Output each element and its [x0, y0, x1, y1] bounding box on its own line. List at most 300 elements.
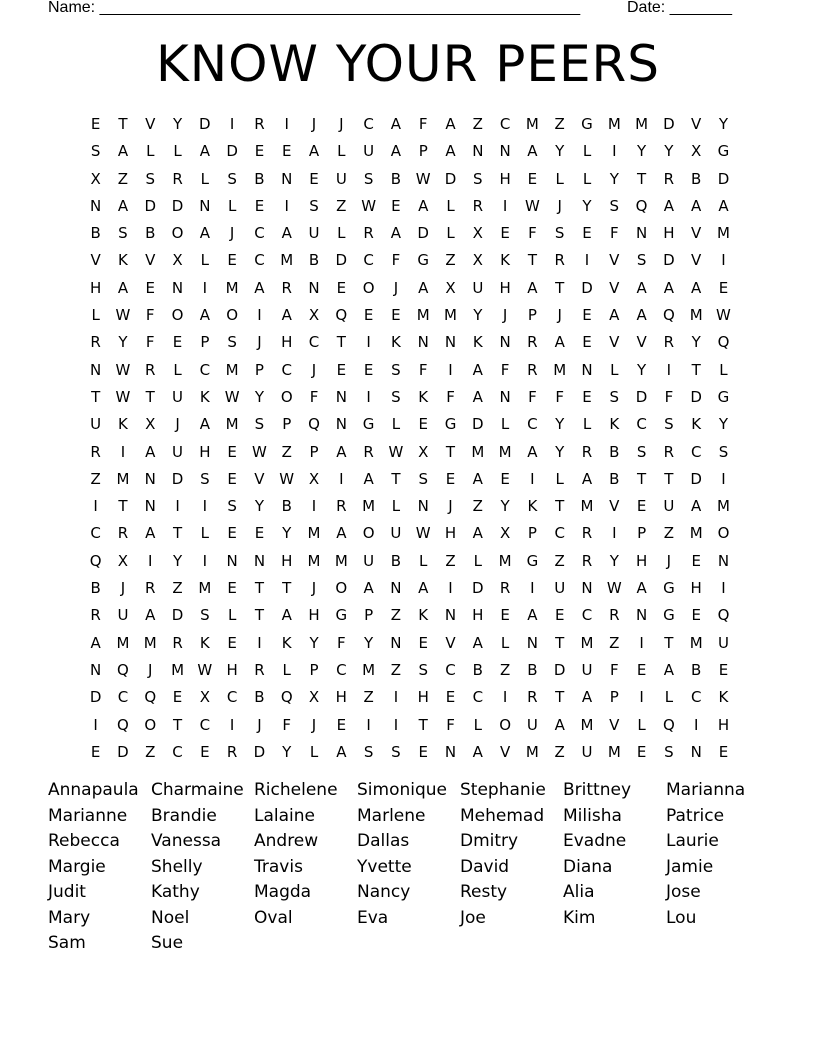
grid-letter: W: [716, 306, 731, 325]
grid-letter: A: [336, 442, 347, 461]
grid-letter: Y: [637, 360, 647, 379]
grid-letter: Y: [718, 415, 729, 434]
grid-letter: H: [717, 715, 730, 734]
grid-letter: E: [500, 606, 510, 625]
grid-letter: C: [90, 524, 101, 543]
grid-letter: F: [446, 715, 455, 734]
word-bank-item: Noel: [151, 907, 190, 928]
grid-letter: L: [309, 742, 319, 761]
grid-letter: U: [581, 660, 593, 679]
grid-letter: M: [580, 633, 594, 652]
grid-letter: T: [418, 715, 428, 734]
grid-letter: S: [118, 224, 128, 243]
grid-letter: A: [636, 306, 647, 325]
grid-letter: L: [555, 169, 564, 188]
grid-letter: I: [175, 497, 180, 516]
grid-letter: U: [526, 715, 538, 734]
grid-letter: M: [171, 660, 185, 679]
grid-letter: G: [663, 606, 675, 625]
grid-letter: V: [691, 251, 702, 270]
grid-letter: P: [418, 142, 428, 161]
grid-letter: M: [362, 497, 376, 516]
grid-letter: V: [445, 633, 456, 652]
grid-letter: I: [202, 497, 208, 516]
grid-letter: M: [225, 360, 239, 379]
grid-letter: G: [717, 387, 730, 406]
grid-letter: I: [366, 333, 371, 352]
grid-letter: G: [717, 142, 730, 161]
grid-letter: I: [202, 551, 208, 570]
grid-letter: R: [90, 442, 101, 461]
grid-letter: A: [691, 497, 702, 516]
grid-letter: H: [281, 551, 293, 570]
grid-letter: K: [118, 415, 128, 434]
grid-row: [82, 166, 738, 193]
grid-letter: J: [148, 660, 153, 679]
grid-letter: A: [554, 333, 565, 352]
grid-letter: C: [199, 715, 211, 734]
grid-letter: R: [527, 360, 538, 379]
grid-letter: O: [144, 715, 157, 734]
grid-letter: D: [663, 115, 675, 133]
grid-letter: C: [581, 606, 593, 625]
grid-letter: I: [721, 579, 726, 598]
grid-letter: Z: [499, 660, 511, 679]
grid-letter: T: [254, 606, 265, 625]
grid-letter: R: [499, 579, 511, 598]
grid-row: [82, 220, 738, 247]
grid-letter: I: [530, 579, 535, 598]
grid-letter: B: [145, 224, 156, 243]
grid-letter: P: [309, 660, 319, 679]
grid-letter: T: [555, 497, 565, 516]
grid-letter: N: [335, 387, 347, 406]
grid-letter: N: [581, 360, 593, 379]
grid-letter: N: [417, 497, 429, 516]
grid-letter: B: [472, 660, 483, 679]
grid-letter: S: [227, 169, 237, 188]
grid-letter: K: [199, 633, 210, 652]
grid-letter: V: [609, 251, 620, 270]
grid-letter: A: [363, 579, 374, 598]
grid-letter: M: [717, 224, 730, 243]
grid-row: [82, 520, 738, 547]
grid-letter: N: [444, 742, 457, 761]
grid-letter: U: [90, 415, 102, 434]
grid-letter: M: [498, 551, 512, 570]
word-bank-item: Dmitry: [460, 831, 519, 851]
grid-letter: E: [227, 633, 237, 652]
grid-letter: L: [419, 551, 428, 570]
grid-letter: T: [527, 251, 537, 270]
grid-letter: E: [636, 742, 647, 761]
grid-letter: N: [581, 579, 593, 598]
grid-letter: N: [444, 606, 457, 625]
grid-letter: R: [281, 278, 292, 297]
grid-letter: A: [254, 278, 265, 297]
grid-letter: I: [721, 469, 726, 488]
grid-letter: E: [718, 278, 729, 297]
grid-letter: E: [172, 333, 183, 352]
grid-letter: F: [418, 360, 428, 379]
grid-letter: G: [335, 606, 348, 625]
grid-letter: D: [89, 688, 102, 707]
word-bank-item: Oval: [254, 907, 293, 928]
grid-letter: C: [254, 251, 265, 270]
page-title: KNOW YOUR PEERS: [155, 35, 661, 93]
grid-letter: E: [500, 224, 510, 243]
grid-letter: V: [609, 278, 620, 297]
grid-letter: K: [281, 633, 292, 652]
grid-letter: C: [472, 688, 484, 707]
grid-letter: O: [171, 224, 184, 243]
grid-letter: T: [254, 579, 265, 598]
grid-letter: F: [145, 333, 155, 352]
grid-letter: R: [254, 115, 265, 133]
grid-letter: H: [417, 688, 429, 707]
grid-letter: K: [390, 333, 401, 352]
word-bank: [48, 778, 808, 957]
grid-letter: I: [584, 251, 590, 270]
grid-letter: X: [472, 224, 483, 243]
grid-letter: N: [171, 278, 184, 297]
word-bank-item: Mary: [48, 907, 91, 928]
grid-letter: K: [609, 415, 620, 434]
grid-letter: X: [499, 524, 511, 543]
grid-letter: R: [145, 360, 156, 379]
grid-letter: I: [93, 497, 98, 516]
grid-letter: E: [363, 306, 374, 325]
grid-letter: D: [663, 251, 675, 270]
grid-letter: I: [448, 579, 453, 598]
grid-letter: N: [90, 660, 102, 679]
word-bank-item: Margie: [48, 856, 106, 877]
grid-letter: N: [390, 579, 402, 598]
grid-letter: E: [582, 387, 592, 406]
grid-letter: E: [254, 524, 265, 543]
grid-letter: L: [582, 142, 592, 161]
grid-letter: Z: [445, 251, 456, 270]
grid-letter: D: [144, 196, 157, 215]
grid-letter: A: [472, 387, 483, 406]
word-bank-item: Annapaula: [48, 780, 139, 800]
grid-letter: L: [391, 497, 401, 516]
grid-letter: M: [689, 524, 703, 543]
grid-letter: S: [636, 251, 647, 270]
grid-letter: K: [118, 251, 128, 270]
grid-letter: R: [172, 169, 183, 188]
grid-letter: Q: [280, 688, 293, 707]
grid-letter: Q: [662, 715, 675, 734]
grid-letter: J: [120, 579, 126, 598]
grid-letter: H: [308, 606, 320, 625]
word-bank-item: Nancy: [357, 882, 411, 902]
grid-letter: N: [253, 551, 266, 570]
grid-letter: W: [606, 579, 622, 598]
grid-letter: Z: [554, 551, 565, 570]
grid-letter: E: [527, 169, 538, 188]
grid-letter: R: [363, 442, 374, 461]
grid-letter: I: [612, 524, 617, 543]
grid-letter: A: [581, 688, 593, 707]
grid-letter: G: [526, 551, 539, 570]
grid-letter: Y: [282, 742, 292, 761]
grid-letter: A: [581, 469, 593, 488]
grid-letter: I: [284, 115, 289, 133]
letter-grid: [82, 111, 738, 766]
word-bank-item: Kathy: [151, 882, 200, 902]
grid-letter: D: [253, 742, 266, 761]
grid-letter: X: [472, 251, 483, 270]
grid-letter: E: [718, 660, 729, 679]
grid-letter: L: [200, 524, 210, 543]
grid-letter: L: [227, 606, 237, 625]
word-bank-item: Richelene: [254, 780, 338, 800]
grid-letter: C: [554, 524, 565, 543]
grid-letter: R: [581, 524, 593, 543]
grid-letter: T: [445, 442, 456, 461]
grid-letter: A: [145, 442, 156, 461]
grid-letter: E: [582, 306, 592, 325]
grid-letter: L: [582, 415, 592, 434]
grid-letter: W: [279, 469, 295, 488]
grid-letter: E: [418, 415, 428, 434]
grid-letter: L: [146, 142, 155, 161]
grid-letter: K: [199, 387, 210, 406]
grid-letter: J: [175, 415, 180, 434]
grid-letter: E: [418, 742, 428, 761]
grid-letter: K: [418, 387, 429, 406]
grid-letter: V: [145, 251, 156, 270]
grid-letter: I: [612, 142, 617, 161]
grid-letter: Z: [145, 742, 156, 761]
grid-letter: V: [609, 497, 620, 516]
grid-letter: U: [363, 551, 375, 570]
grid-letter: Y: [691, 333, 701, 352]
grid-letter: E: [281, 142, 292, 161]
grid-letter: A: [199, 306, 210, 325]
grid-letter: Y: [172, 115, 183, 133]
grid-letter: I: [393, 715, 399, 734]
grid-letter: T: [664, 469, 674, 488]
grid-letter: X: [691, 142, 702, 161]
grid-letter: Q: [635, 196, 648, 215]
grid-letter: R: [609, 606, 620, 625]
grid-letter: H: [335, 688, 347, 707]
grid-letter: I: [257, 633, 262, 652]
grid-letter: Q: [117, 660, 129, 679]
grid-letter: O: [717, 524, 730, 543]
grid-letter: S: [200, 606, 210, 625]
grid-letter: V: [691, 224, 702, 243]
grid-letter: V: [145, 115, 156, 133]
grid-letter: A: [663, 660, 675, 679]
grid-letter: A: [199, 142, 210, 161]
grid-letter: T: [172, 715, 183, 734]
grid-letter: W: [388, 442, 404, 461]
grid-letter: M: [307, 524, 321, 543]
grid-letter: I: [202, 278, 208, 297]
grid-letter: R: [554, 251, 565, 270]
grid-letter: A: [527, 442, 538, 461]
grid-letter: A: [418, 579, 429, 598]
grid-letter: D: [417, 224, 429, 243]
grid-letter: O: [362, 278, 375, 297]
grid-letter: M: [225, 415, 239, 434]
word-bank-item: Kim: [563, 907, 596, 928]
word-bank-item: Diana: [563, 856, 613, 877]
grid-letter: I: [339, 469, 344, 488]
grid-letter: T: [91, 387, 101, 406]
grid-letter: A: [117, 142, 129, 161]
grid-letter: K: [472, 333, 483, 352]
grid-letter: E: [718, 742, 729, 761]
word-bank-item: Andrew: [254, 831, 319, 851]
grid-letter: H: [472, 606, 484, 625]
grid-letter: R: [145, 579, 156, 598]
grid-letter: W: [415, 524, 431, 543]
grid-letter: E: [691, 606, 701, 625]
grid-letter: Z: [281, 442, 292, 461]
grid-letter: P: [254, 360, 264, 379]
grid-letter: T: [336, 333, 346, 352]
grid-letter: I: [311, 497, 317, 516]
grid-letter: L: [282, 660, 291, 679]
word-bank-item: Marianna: [666, 780, 746, 800]
grid-letter: T: [555, 278, 565, 297]
grid-letter: W: [197, 660, 213, 679]
grid-letter: Z: [390, 660, 402, 679]
grid-letter: I: [393, 688, 399, 707]
grid-letter: L: [719, 360, 728, 379]
grid-letter: A: [199, 224, 210, 243]
grid-letter: A: [663, 278, 675, 297]
grid-letter: V: [254, 469, 265, 488]
grid-letter: M: [198, 579, 212, 598]
grid-letter: D: [690, 387, 702, 406]
grid-letter: D: [171, 469, 184, 488]
grid-letter: I: [502, 688, 508, 707]
grid-letter: H: [199, 442, 211, 461]
grid-letter: Q: [717, 333, 730, 352]
grid-letter: O: [280, 387, 293, 406]
word-bank-item: Stephanie: [460, 780, 546, 800]
grid-letter: I: [502, 196, 508, 215]
grid-letter: L: [473, 551, 482, 570]
grid-row: [82, 247, 738, 274]
grid-letter: E: [418, 633, 428, 652]
grid-letter: F: [145, 306, 155, 325]
word-bank-item: Jamie: [666, 856, 714, 877]
word-bank-item: Brandie: [151, 805, 217, 826]
grid-letter: N: [417, 333, 429, 352]
grid-letter: M: [525, 115, 539, 133]
grid-letter: I: [448, 360, 453, 379]
grid-letter: M: [362, 660, 376, 679]
grid-letter: X: [308, 688, 320, 707]
grid-letter: S: [200, 469, 210, 488]
word-bank-item: Vanessa: [151, 831, 222, 851]
grid-letter: G: [417, 251, 430, 270]
grid-letter: E: [227, 524, 237, 543]
grid-letter: J: [502, 306, 508, 325]
grid-letter: D: [226, 142, 238, 161]
grid-letter: E: [254, 196, 265, 215]
grid-letter: M: [580, 715, 594, 734]
grid-letter: T: [118, 115, 128, 133]
grid-letter: D: [117, 742, 129, 761]
grid-letter: F: [528, 224, 537, 243]
grid-row: [82, 357, 738, 384]
grid-letter: C: [226, 688, 238, 707]
grid-letter: H: [690, 579, 702, 598]
grid-letter: A: [691, 196, 702, 215]
grid-letter: M: [444, 306, 457, 325]
grid-letter: R: [90, 333, 101, 352]
grid-letter: B: [90, 224, 101, 243]
grid-letter: N: [90, 196, 102, 215]
grid-letter: E: [172, 688, 183, 707]
grid-letter: W: [115, 360, 131, 379]
grid-letter: Q: [335, 306, 348, 325]
grid-letter: T: [555, 688, 565, 707]
grid-letter: S: [636, 442, 647, 461]
grid-letter: R: [527, 688, 538, 707]
word-bank-item: Marlene: [357, 805, 426, 826]
grid-letter: X: [308, 469, 320, 488]
grid-letter: J: [311, 579, 317, 598]
grid-letter: D: [171, 606, 184, 625]
grid-letter: G: [362, 415, 375, 434]
grid-letter: W: [224, 387, 240, 406]
grid-row: [82, 548, 738, 575]
grid-letter: R: [527, 333, 538, 352]
grid-letter: Q: [717, 606, 730, 625]
grid-letter: N: [308, 278, 320, 297]
grid-letter: Z: [472, 497, 483, 516]
grid-letter: C: [117, 688, 129, 707]
grid-letter: N: [444, 333, 457, 352]
grid-letter: A: [363, 469, 374, 488]
grid-letter: J: [557, 196, 562, 215]
grid-letter: A: [609, 306, 620, 325]
grid-letter: Z: [472, 115, 483, 133]
grid-letter: A: [199, 415, 210, 434]
grid-letter: S: [145, 169, 155, 188]
grid-letter: P: [527, 306, 537, 325]
grid-letter: H: [663, 224, 675, 243]
grid-letter: C: [636, 415, 647, 434]
grid-letter: A: [336, 742, 347, 761]
grid-letter: C: [199, 360, 211, 379]
grid-letter: P: [282, 415, 292, 434]
grid-letter: N: [144, 497, 156, 516]
grid-letter: Y: [555, 142, 565, 161]
grid-letter: R: [117, 524, 129, 543]
grid-letter: V: [609, 715, 620, 734]
grid-letter: L: [173, 360, 182, 379]
grid-letter: W: [115, 387, 131, 406]
word-bank-item: Travis: [254, 856, 303, 877]
grid-letter: X: [199, 688, 210, 707]
grid-letter: J: [257, 333, 262, 352]
grid-letter: C: [336, 660, 347, 679]
grid-letter: F: [609, 224, 619, 243]
grid-letter: T: [637, 169, 647, 188]
grid-letter: Z: [336, 196, 347, 215]
grid-letter: I: [284, 196, 289, 215]
grid-letter: K: [691, 415, 702, 434]
